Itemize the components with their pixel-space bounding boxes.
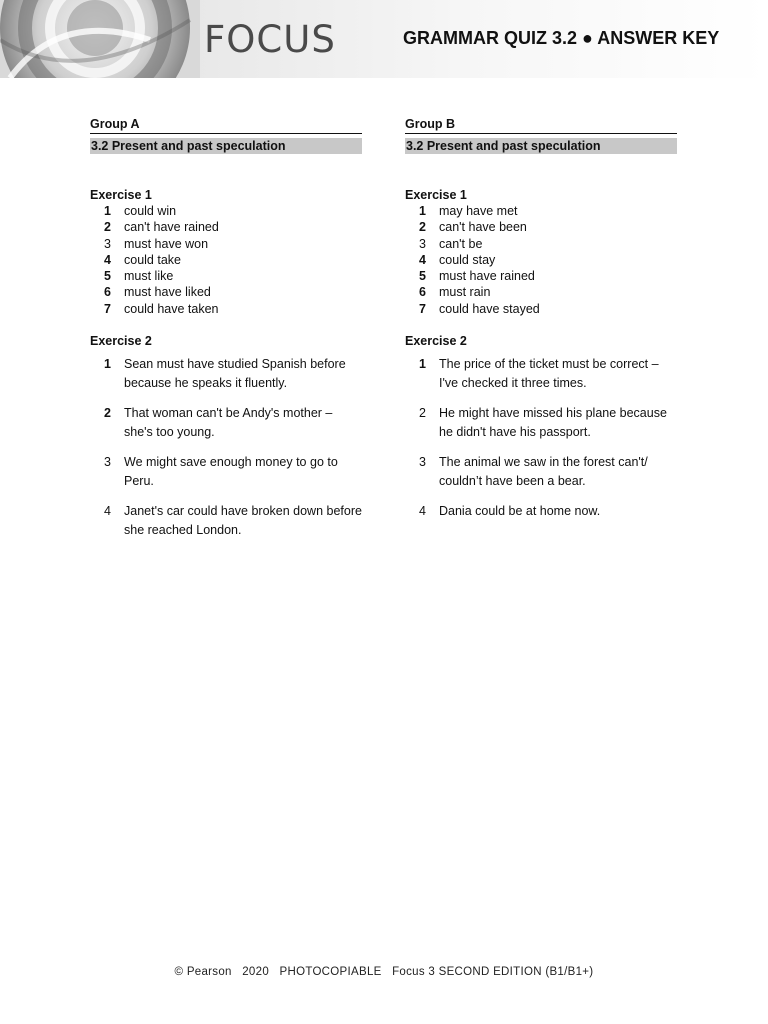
exercise-1-heading: Exercise 1 <box>405 188 467 202</box>
exercise-1-list <box>405 203 677 317</box>
group-a-column <box>90 116 362 551</box>
list-item <box>405 355 677 392</box>
list-item <box>90 284 362 300</box>
item-number: 2 <box>419 220 426 235</box>
answer-text: Sean must have studied Spanish before because he speaks it fluently. <box>124 357 346 390</box>
answer-text: That woman can't be Andy's mother – she's too young. <box>124 406 333 439</box>
item-number: 4 <box>419 504 426 519</box>
item-number: 5 <box>104 269 111 284</box>
item-number: 1 <box>104 204 111 218</box>
item-number: 2 <box>419 406 426 421</box>
list-item <box>90 502 362 539</box>
item-number: 7 <box>104 301 111 316</box>
list-item <box>405 252 677 268</box>
group-label: Group A <box>90 116 362 134</box>
list-item <box>90 268 362 284</box>
list-item <box>90 252 362 268</box>
list-item <box>90 203 362 219</box>
list-item <box>405 284 677 300</box>
answer-text: must have liked <box>124 285 211 300</box>
answer-text: must rain <box>439 285 491 300</box>
item-number: 2 <box>104 220 111 235</box>
item-number: 3 <box>419 455 426 470</box>
answer-text: He might have missed his plane because he didn't have his passport. <box>439 406 667 439</box>
exercise-2-heading: Exercise 2 <box>90 334 152 349</box>
item-number: 4 <box>104 252 111 267</box>
exercise-2-heading: Exercise 2 <box>405 334 467 349</box>
answer-text: can't be <box>439 236 483 251</box>
exercise-2-list <box>90 355 362 539</box>
item-number: 4 <box>419 252 426 267</box>
list-item <box>90 219 362 235</box>
item-number: 2 <box>104 406 111 421</box>
focus-swirl-logo-icon <box>0 0 200 78</box>
section-title: 3.2 Present and past speculation <box>405 138 677 154</box>
answer-text: can't have been <box>439 220 527 235</box>
list-item <box>90 404 362 441</box>
answer-text: must like <box>124 269 174 284</box>
document-title: GRAMMAR QUIZ 3.2 ● ANSWER KEY <box>403 28 720 48</box>
answer-text: may have met <box>439 204 518 218</box>
list-item <box>405 301 677 317</box>
list-item <box>405 203 677 219</box>
answer-text: must have rained <box>439 269 535 284</box>
exercise-2-list <box>405 355 677 521</box>
answer-text: The price of the ticket must be correct – I've checked it three times. <box>439 357 659 390</box>
list-item <box>90 236 362 252</box>
item-number: 6 <box>104 285 111 300</box>
item-number: 4 <box>104 504 111 519</box>
list-item <box>90 453 362 490</box>
exercise-1-list <box>90 203 362 317</box>
answer-text: We might save enough money to go to Peru. <box>124 455 338 488</box>
list-item <box>405 236 677 252</box>
answer-text: could take <box>124 252 181 267</box>
item-number: 3 <box>419 236 426 251</box>
answer-text: Janet's car could have broken down before she reached London. <box>124 504 362 537</box>
item-number: 1 <box>104 357 111 372</box>
item-number: 3 <box>104 455 111 470</box>
item-number: 6 <box>419 285 426 300</box>
exercise-1-heading: Exercise 1 <box>90 188 152 202</box>
answer-text: could stay <box>439 252 496 267</box>
item-number: 1 <box>419 204 426 218</box>
answer-text: The animal we saw in the forest can't/ couldn’t have been a bear. <box>439 455 648 488</box>
focus-logo-text: FOCUS <box>204 18 336 61</box>
answer-text: could have taken <box>124 301 219 316</box>
page-footer: © Pearson 2020 PHOTOCOPIABLE Focus 3 SECOND EDITION (B1/B1+) <box>174 966 594 978</box>
list-item <box>405 268 677 284</box>
list-item <box>90 301 362 317</box>
list-item <box>90 355 362 392</box>
page-header <box>0 0 768 78</box>
item-number: 7 <box>419 301 426 316</box>
answer-text: Dania could be at home now. <box>439 504 601 519</box>
section-title: 3.2 Present and past speculation <box>90 138 362 154</box>
list-item <box>405 404 677 441</box>
list-item <box>405 502 677 521</box>
answer-text: must have won <box>124 236 209 251</box>
item-number: 1 <box>419 357 426 372</box>
answer-text: could have stayed <box>439 301 540 316</box>
item-number: 5 <box>419 269 426 284</box>
list-item <box>405 453 677 490</box>
answer-text: can't have rained <box>124 220 219 235</box>
group-label: Group B <box>405 116 677 134</box>
answer-text: could win <box>124 204 177 218</box>
group-b-column <box>405 116 677 533</box>
list-item <box>405 219 677 235</box>
item-number: 3 <box>104 236 111 251</box>
